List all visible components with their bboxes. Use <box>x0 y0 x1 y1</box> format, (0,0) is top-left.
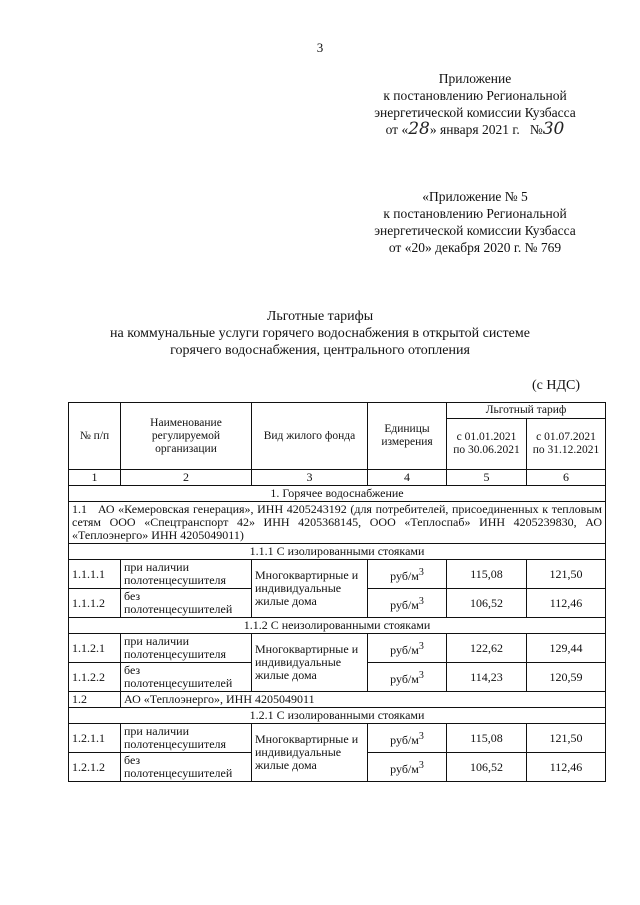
colnum-1: 1 <box>69 470 121 486</box>
header-housing: Вид жилого фонда <box>252 403 368 470</box>
row-tariff-p1: 115,08 <box>447 724 527 753</box>
row-condition: без полотенцесушителей <box>121 753 252 782</box>
document-title <box>60 308 580 359</box>
org-1-2-text: АО «Теплоэнерго», ИНН 4205049011 <box>121 692 606 708</box>
org-1-2-num: 1.2 <box>69 692 121 708</box>
row-unit: руб/$м^3$ <box>368 724 447 753</box>
column-numbers-row <box>69 470 606 486</box>
row-condition: при наличии полотенцесушителя <box>121 560 252 589</box>
handwritten-day: 28 <box>408 119 430 139</box>
row-housing: Многоквартирные и индивидуальные жилые дома <box>252 634 368 692</box>
appendix-header <box>340 70 610 138</box>
row-tariff-p2: 120,59 <box>527 663 606 692</box>
subsection-row <box>69 618 606 634</box>
row-tariff-p2: 121,50 <box>527 560 606 589</box>
row-tariff-p1: 122,62 <box>447 634 527 663</box>
section-row <box>69 486 606 502</box>
title-line3: горячего водоснабжения, центрального отопления <box>170 343 470 358</box>
row-tariff-p2: 129,44 <box>527 634 606 663</box>
row-condition: без полотенцесушителей <box>121 663 252 692</box>
row-num: 1.1.2.2 <box>69 663 121 692</box>
tariff-table <box>68 402 606 782</box>
vat-note: (с НДС) <box>531 378 580 393</box>
colnum-6: 6 <box>527 470 606 486</box>
header-row-1 <box>69 403 606 419</box>
table-row <box>69 560 606 589</box>
appendix5-line4: от «20» декабря 2020 г. № 769 <box>388 240 562 255</box>
page-number: 3 <box>316 40 324 55</box>
subsection-1-2-1: 1.2.1 С изолированными стояками <box>69 708 606 724</box>
appendix-date-line <box>340 121 610 138</box>
org-1-1-text: АО «Кемеровская генерация», ИНН 4205243192 (для потребителей, присоединенных к тепловым сетям ООО «Спецтранспорт 42» ИНН 4205368145, ООО «Теплоспаб» ИНН 4205239830, АО «Теплоэнерго» ИНН 4205049011) <box>72 502 603 542</box>
title-line2: на коммунальные услуги горячего водоснабжения в открытой системе <box>110 326 530 341</box>
org-1-1 <box>69 502 606 544</box>
colnum-5: 5 <box>447 470 527 486</box>
row-condition: при наличии полотенцесушителя <box>121 634 252 663</box>
header-period2: с 01.07.2021 по 31.12.2021 <box>527 419 606 470</box>
subsection-1-1-2: 1.1.2 С неизолированными стояками <box>69 618 606 634</box>
header-org: Наименование регулируемой организации <box>121 403 252 470</box>
table-row <box>69 634 606 663</box>
date-prefix: от « <box>385 122 409 137</box>
date-suffix: » января 2021 г. <box>429 122 520 137</box>
subsection-1-1-1: 1.1.1 С изолированными стояками <box>69 544 606 560</box>
section-hot-water: 1. Горячее водоснабжение <box>69 486 606 502</box>
appendix-line2: к постановлению Региональной <box>383 88 567 103</box>
colnum-2: 2 <box>121 470 252 486</box>
row-tariff-p1: 106,52 <box>447 753 527 782</box>
row-housing: Многоквартирные и индивидуальные жилые дома <box>252 560 368 618</box>
row-tariff-p1: 115,08 <box>447 560 527 589</box>
row-num: 1.1.1.2 <box>69 589 121 618</box>
colnum-3: 3 <box>252 470 368 486</box>
title-line1: Льготные тарифы <box>266 309 374 324</box>
row-unit: руб/$м^3$ <box>368 634 447 663</box>
row-tariff-p1: 114,23 <box>447 663 527 692</box>
number-prefix: № <box>529 122 543 137</box>
appendix5-header <box>340 188 610 256</box>
row-tariff-p2: 112,46 <box>527 753 606 782</box>
row-unit: руб/$м^3$ <box>368 560 447 589</box>
table-row <box>69 724 606 753</box>
row-num: 1.2.1.2 <box>69 753 121 782</box>
row-num: 1.2.1.1 <box>69 724 121 753</box>
header-num: № п/п <box>69 403 121 470</box>
row-condition: при наличии полотенцесушителя <box>121 724 252 753</box>
handwritten-number: 30 <box>542 119 565 139</box>
appendix5-line2: к постановлению Региональной <box>383 206 567 221</box>
subsection-row <box>69 708 606 724</box>
colnum-4: 4 <box>368 470 447 486</box>
row-tariff-p1: 106,52 <box>447 589 527 618</box>
appendix5-line3: энергетической комиссии Кузбасса <box>374 223 576 238</box>
org-row <box>69 692 606 708</box>
subsection-row <box>69 544 606 560</box>
header-period1: с 01.01.2021 по 30.06.2021 <box>447 419 527 470</box>
row-tariff-p2: 112,46 <box>527 589 606 618</box>
row-unit: руб/$м^3$ <box>368 753 447 782</box>
row-unit: руб/$м^3$ <box>368 663 447 692</box>
org-row <box>69 502 606 544</box>
appendix-line1: Приложение <box>438 71 512 86</box>
header-unit: Единицы измерения <box>368 403 447 470</box>
row-housing: Многоквартирные и индивидуальные жилые дома <box>252 724 368 782</box>
row-tariff-p2: 121,50 <box>527 724 606 753</box>
appendix5-line1: «Приложение № 5 <box>422 189 528 204</box>
row-num: 1.1.2.1 <box>69 634 121 663</box>
row-condition: без полотенцесушителей <box>121 589 252 618</box>
org-1-1-num: 1.1 <box>72 502 87 516</box>
appendix-line3: энергетической комиссии Кузбасса <box>374 105 576 120</box>
row-num: 1.1.1.1 <box>69 560 121 589</box>
header-tariff: Льготный тариф <box>447 403 606 419</box>
row-unit: руб/$м^3$ <box>368 589 447 618</box>
